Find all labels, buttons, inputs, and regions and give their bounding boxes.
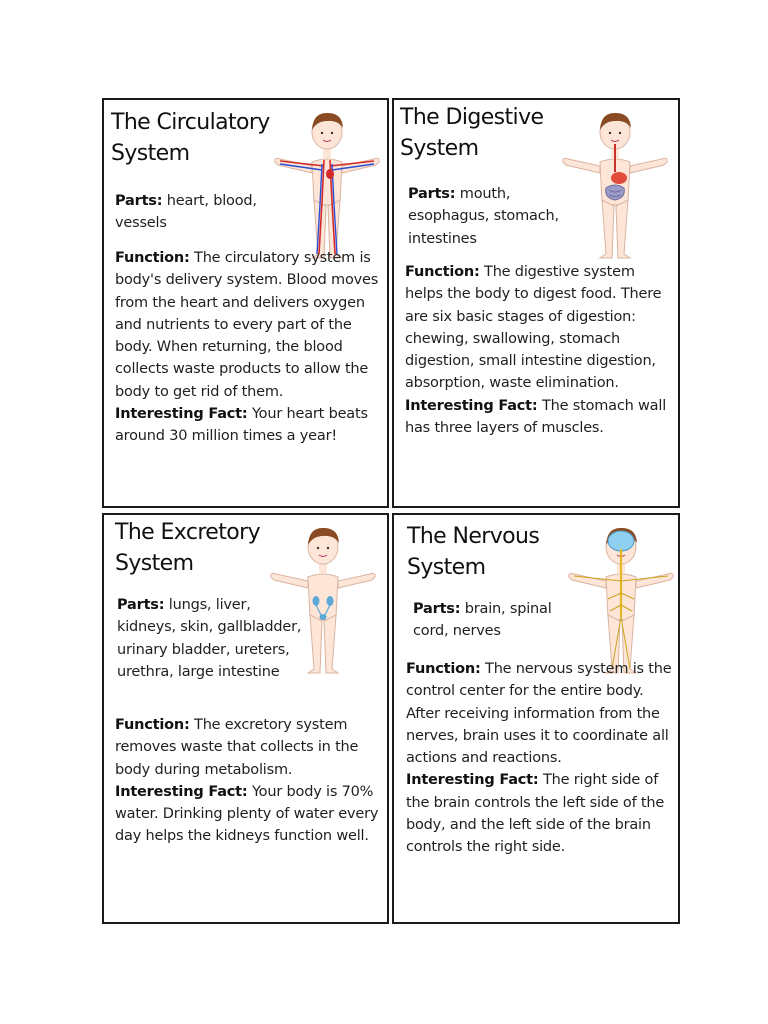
description-text: Function: The nervous system is the control center for the entire body. After receiving information from the nerves, brain uses it to coordinate all actions and reactions. Interesting Fact: The right side of the brain controls the left side of the body, and the left side of the brain controls the right side. xyxy=(406,661,672,856)
card-circulatory xyxy=(102,98,389,508)
digestive-system-figure xyxy=(560,104,670,268)
card-title: The Circulatory System xyxy=(111,110,270,166)
parts-text: Parts: mouth, esophagus, stomach, intestines xyxy=(408,186,559,247)
card-title: The Nervous System xyxy=(407,524,540,580)
card-excretory xyxy=(102,513,389,924)
parts-text: Parts: lungs, liver, kidneys, skin, gallbladder, urinary bladder, ureters, urethra, large intestine xyxy=(117,597,302,680)
parts-text: Parts: heart, blood, vessels xyxy=(115,193,257,232)
card-title: The Digestive System xyxy=(400,105,544,161)
card-title: The Excretory System xyxy=(115,520,260,576)
description-text: Function: The circulatory system is body's delivery system. Blood moves from the heart and delivers oxygen and nutrients to every part of the body. When returning, the blood collects waste products to allow the body to get rid of them. Interesting Fact: Your heart beats around 30 million times a year! xyxy=(115,250,379,445)
circulatory-system-figure xyxy=(272,104,382,268)
card-nervous xyxy=(392,513,680,924)
description-text: Function: The digestive system helps the body to digest food. There are six basic stages of digestion: chewing, swallowing, stomach digestion, small intestine digestion, absorption, waste elimination. Interesting Fact: The stomach wall has three layers of muscles. xyxy=(405,264,667,437)
description-text: Function: The excretory system removes waste that collects in the body during metabolism. Interesting Fact: Your body is 70% water. Drinking plenty of water every day helps the kidneys function well. xyxy=(115,717,379,845)
card-digestive xyxy=(392,98,680,508)
parts-text: Parts: brain, spinal cord, nerves xyxy=(413,601,552,640)
